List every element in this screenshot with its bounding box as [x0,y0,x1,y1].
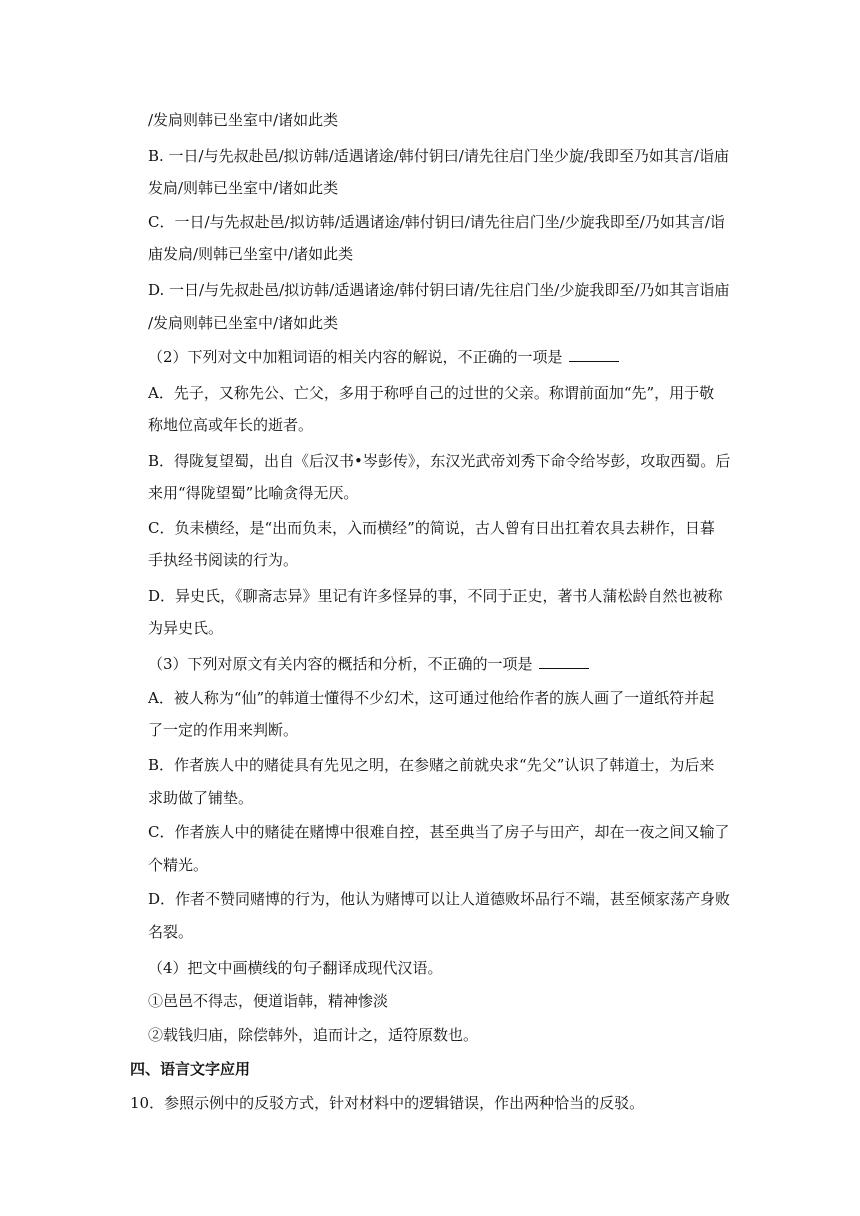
q3-option-b-line-1: B．作者族人中的赌徒具有先见之明，在参赌之前就央求“先父”认识了韩道士，为后来 [148,756,715,774]
question-3-text: （3）下列对原文有关内容的概括和分析，不正确的一项是 [148,655,533,673]
option-b-line-1: B. 一日/与先叔赴邑/拟访韩/适遇诸途/韩付钥曰/请先往启门坐少旋/我即至乃如其言/诣庙 [148,147,729,165]
question-10: 10．参照示例中的反驳方式，针对材料中的逻辑错误，作出两种恰当的反驳。 [130,1094,645,1112]
answer-blank[interactable] [569,347,619,362]
q2-option-d-line-2: 为异史氏。 [148,619,224,637]
option-b-line-2: 发扃/则韩已坐室中/诸如此类 [148,179,339,197]
q2-option-a-line-1: A．先子，又称先公、亡父，多用于称呼自己的过世的父亲。称谓前面加“先”，用于敬 [148,384,715,402]
answer-blank[interactable] [539,654,589,669]
question-4: （4）把文中画横线的句子翻译成现代汉语。 [148,959,443,977]
q3-option-a-line-1: A．被人称为“仙”的韩道士懂得不少幻术，这可通过他给作者的族人画了一道纸符并起 [148,689,715,707]
option-c-line-1: C．一日/与先叔赴邑/拟访韩/适遇诸途/韩付钥曰/请先往启门坐/少旋我即至/乃如其言/诣 [148,213,725,231]
q3-option-c-line-1: C．作者族人中的赌徒在赌博中很难自控，甚至典当了房子与田产，却在一夜之间又输了 [148,823,730,841]
q3-option-d-line-1: D．作者不赞同赌博的行为，他认为赌博可以让人道德败坏品行不端，甚至倾家荡产身败 [148,890,731,908]
q3-option-c-line-2: 个精光。 [148,856,209,874]
q3-option-b-line-2: 求助做了铺垫。 [148,789,254,807]
option-a-continuation: /发扃则韩已坐室中/诸如此类 [148,111,339,129]
q2-option-b-line-2: 来用“得陇望蜀”比喻贪得无厌。 [148,484,359,502]
option-d-line-1: D. 一日/与先叔赴邑/拟访韩/适遇诸途/韩付钥曰请/先往启门坐/少旋我即至/乃如其言诣庙 [148,281,730,299]
question-2 [148,347,619,367]
option-d-line-2: /发扃则韩已坐室中/诸如此类 [148,314,339,332]
q2-option-b-line-1: B．得陇复望蜀，出自《后汉书•岑彭传》，东汉光武帝刘秀下命令给岑彭，攻取西蜀。后 [148,452,731,470]
q2-option-c-line-2: 手执经书阅读的行为。 [148,551,299,569]
section-heading: 四、语言文字应用 [130,1060,251,1078]
q4-sentence-2: ②载钱归庙，除偿韩外，追而计之，适符原数也。 [148,1026,479,1044]
q2-option-c-line-1: C．负耒横经，是“出而负耒，入而横经”的简说，古人曾有日出扛着农具去耕作，日暮 [148,519,715,537]
q2-option-a-line-2: 称地位高或年长的逝者。 [148,416,314,434]
q4-sentence-1: ①邑邑不得志，便道诣韩，精神惨淡 [148,992,389,1010]
q2-option-d-line-1: D．异史氏，《聊斋志异》里记有许多怪异的事，不同于正史，著书人蒲松龄自然也被称 [148,587,723,605]
q3-option-a-line-2: 了一定的作用来判断。 [148,721,299,739]
q3-option-d-line-2: 名裂。 [148,923,194,941]
option-c-line-2: 庙发扃/则韩已坐室中/诸如此类 [148,245,354,263]
question-3 [148,654,589,674]
question-2-text: （2）下列对文中加粗词语的相关内容的解说，不正确的一项是 [148,348,563,366]
